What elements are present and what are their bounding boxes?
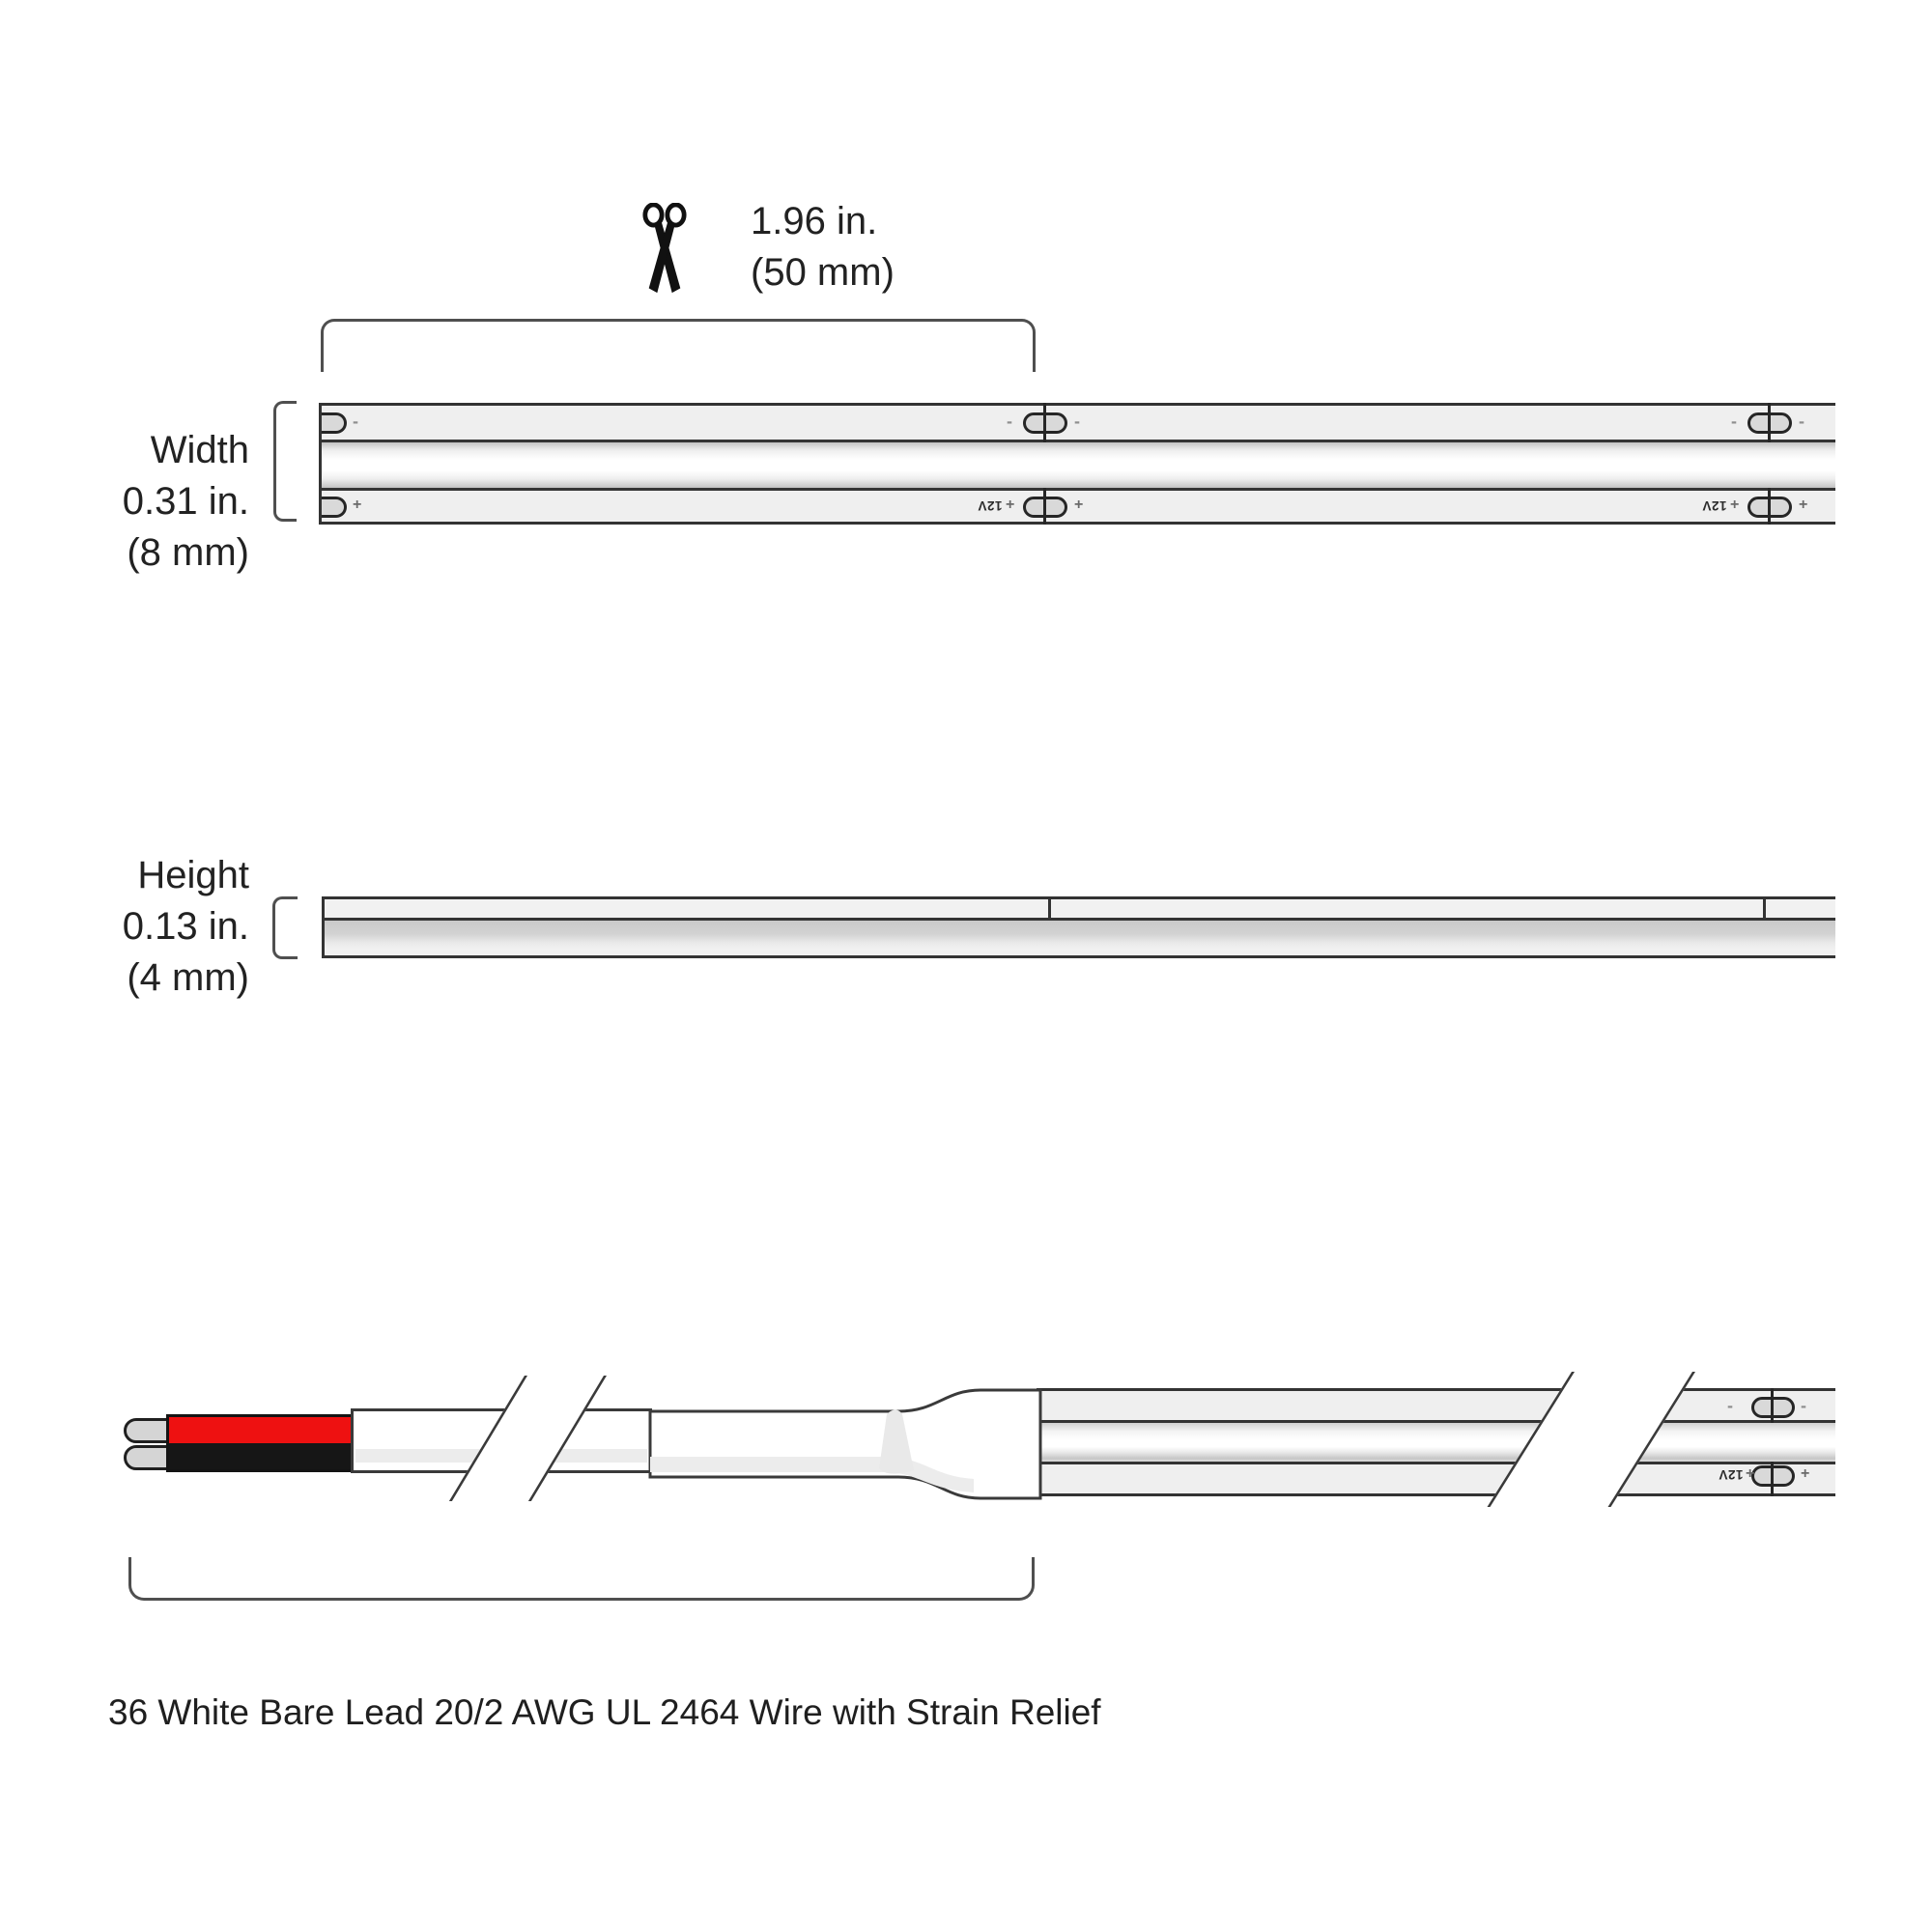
width-title: Width	[150, 429, 249, 471]
pad-minus-mark: -	[353, 412, 358, 431]
pad-plus-mark: +	[1006, 497, 1015, 513]
cut-line	[1768, 488, 1771, 525]
strip-cob-channel	[1039, 1423, 1835, 1462]
height-label	[83, 850, 249, 1004]
cut-line	[1043, 403, 1046, 442]
cut-line	[1771, 1388, 1774, 1423]
strip-side-view	[322, 896, 1835, 958]
pad-minus-mark: -	[1799, 412, 1804, 431]
strain-relief	[647, 1385, 1045, 1503]
height-mm: (4 mm)	[127, 956, 249, 999]
strip-side-pcb-layer	[325, 899, 1835, 918]
lead-bracket	[128, 1557, 1035, 1601]
cut-line	[1771, 1462, 1774, 1496]
cut-line	[1043, 488, 1046, 525]
strip-band-bottom	[1039, 1462, 1835, 1496]
cut-length-mm: (50 mm)	[751, 251, 895, 294]
pad-minus-mark: -	[1731, 412, 1737, 431]
scissors-icon	[641, 203, 688, 296]
width-label	[87, 425, 249, 579]
strip-top-view	[319, 403, 1835, 525]
strip-section	[1037, 1388, 1835, 1496]
pad-voltage-label: 12V	[978, 498, 1003, 513]
cut-length-bracket	[321, 319, 1036, 372]
width-inches: 0.31 in.	[122, 480, 249, 523]
pad-minus-mark: -	[1007, 412, 1012, 431]
height-inches: 0.13 in.	[122, 905, 249, 948]
solder-pad	[322, 497, 347, 518]
cut-line	[1768, 403, 1771, 442]
pad-plus-mark: +	[1746, 1465, 1755, 1482]
pad-voltage-label: 12V	[1702, 498, 1727, 513]
strip-band-top	[1039, 1388, 1835, 1423]
strip-cob-channel	[322, 442, 1835, 488]
strip-side-body-layer	[325, 921, 1835, 958]
pad-minus-mark: -	[1727, 1396, 1733, 1415]
wire-pair	[166, 1414, 354, 1472]
pad-voltage-label: 12V	[1719, 1467, 1744, 1482]
height-title: Height	[137, 854, 249, 896]
caption: 36 White Bare Lead 20/2 AWG UL 2464 Wire with Strain Relief	[108, 1692, 1101, 1732]
pad-plus-mark: +	[1799, 497, 1808, 513]
cut-length-label	[751, 196, 895, 298]
pad-minus-mark: -	[1801, 1396, 1806, 1415]
pad-plus-mark: +	[1074, 497, 1084, 513]
black-wire	[169, 1443, 351, 1469]
pad-plus-mark: +	[353, 497, 362, 513]
pad-plus-mark: +	[1730, 497, 1740, 513]
pad-minus-mark: -	[1074, 412, 1080, 431]
pad-plus-mark: +	[1801, 1465, 1810, 1482]
cut-length-inches: 1.96 in.	[751, 200, 878, 242]
width-mm: (8 mm)	[127, 531, 249, 574]
cut-line	[1048, 899, 1051, 921]
red-wire	[169, 1417, 351, 1443]
solder-pad	[322, 412, 347, 434]
width-bracket	[273, 401, 297, 522]
height-bracket	[272, 896, 298, 959]
cut-line	[1763, 899, 1766, 921]
